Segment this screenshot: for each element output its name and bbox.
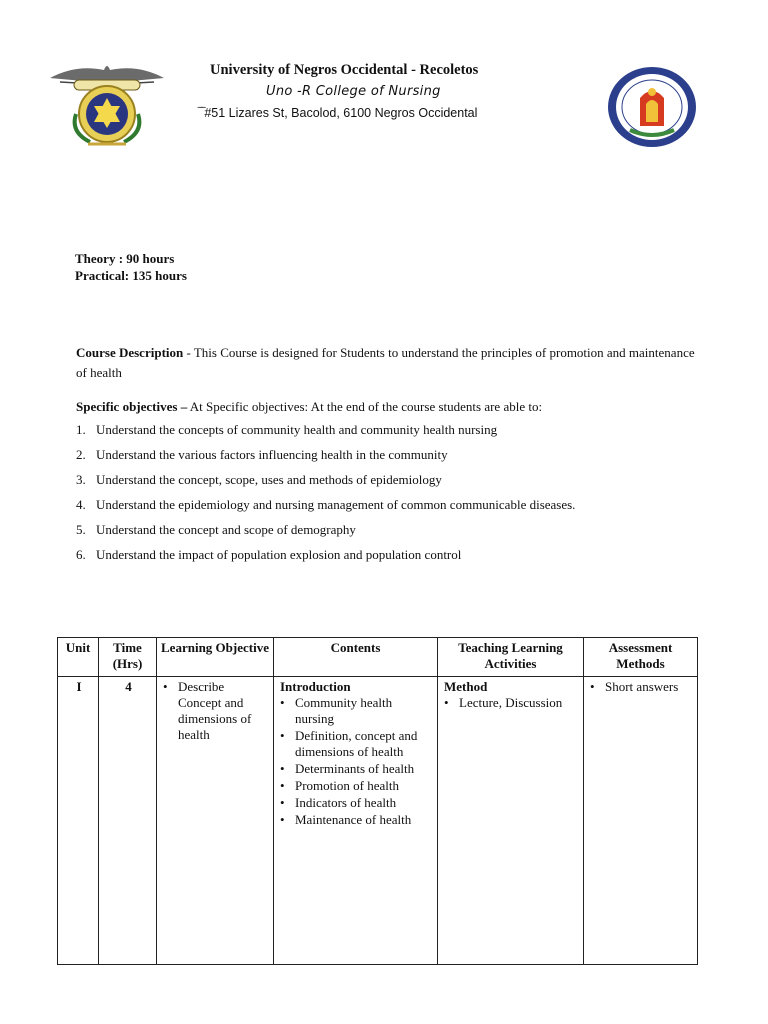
objective-number: 5.: [76, 522, 86, 537]
objective-text: Understand the impact of population explosion and population control: [96, 547, 462, 562]
university-seal-icon: [46, 56, 168, 151]
table-row: [58, 677, 698, 965]
college-name: Uno -R College of Nursing: [266, 84, 441, 99]
objective-bullets: [163, 679, 269, 743]
objective-item: [76, 422, 497, 438]
objectives-label: Specific objectives –: [76, 399, 188, 414]
objectives-intro-text: At Specific objectives: At the end of the course students are able to:: [187, 399, 543, 414]
objective-item: [76, 522, 356, 538]
objective-item: [76, 472, 442, 488]
objective-number: 1.: [76, 422, 86, 437]
address-text: #51 Lizares St, Bacolod, 6100 Negros Occidental: [204, 106, 478, 120]
list-item: • Determinants of health: [280, 761, 433, 777]
objective-number: 4.: [76, 497, 86, 512]
header-unit: Unit: [58, 638, 99, 677]
objective-number: 6.: [76, 547, 86, 562]
objective-item: [76, 447, 448, 463]
objective-text: Understand the concept and scope of demography: [96, 522, 356, 537]
course-description-label: Course Description: [76, 345, 184, 360]
objective-number: 2.: [76, 447, 86, 462]
objective-text: Understand the concept, scope, uses and methods of epidemiology: [96, 472, 442, 487]
header-contents: Contents: [274, 638, 438, 677]
cell-unit: I: [58, 677, 99, 965]
header-teaching-activities: Teaching Learning Activities: [438, 638, 584, 677]
list-item: • Short answers: [590, 679, 693, 695]
cell-time: 4: [99, 677, 157, 965]
course-description: [76, 343, 702, 383]
list-item: • Indicators of health: [280, 795, 433, 811]
nursing-seal-icon: [600, 64, 704, 150]
contents-bullets: [280, 695, 433, 828]
assessment-bullets: [590, 679, 693, 695]
method-heading: Method: [444, 679, 488, 694]
cell-learning-objective: [157, 677, 274, 965]
list-item: • Definition, concept and dimensions of health: [280, 728, 433, 760]
objective-item: [76, 497, 575, 513]
header-time: Time (Hrs): [99, 638, 157, 677]
objectives-intro: [76, 397, 702, 417]
objective-number: 3.: [76, 472, 86, 487]
header-assessment-methods: Assessment Methods: [584, 638, 698, 677]
list-item: • Describe Concept and dimensions of health: [163, 679, 269, 743]
list-item: • Community health nursing: [280, 695, 433, 727]
practical-hours: Practical: 135 hours: [75, 268, 187, 283]
address: [198, 106, 477, 120]
theory-hours: Theory : 90 hours: [75, 251, 175, 266]
objective-text: Understand the concepts of community health and community health nursing: [96, 422, 498, 437]
objective-item: [76, 547, 461, 563]
university-name: University of Negros Occidental - Recoletos: [210, 62, 479, 78]
list-item: • Lecture, Discussion: [444, 695, 579, 711]
method-bullets: [444, 695, 579, 711]
specific-objectives: [76, 397, 702, 562]
course-table: [57, 637, 698, 965]
address-rule: ‾‾: [198, 106, 205, 120]
cell-assessment: [584, 677, 698, 965]
contents-heading: Introduction: [280, 679, 351, 694]
list-item: • Maintenance of health: [280, 812, 433, 828]
objective-text: Understand the various factors influencing health in the community: [96, 447, 448, 462]
table-header-row: [58, 638, 698, 677]
list-item: • Promotion of health: [280, 778, 433, 794]
cell-contents: [274, 677, 438, 965]
header-learning-objective: Learning Objective: [157, 638, 274, 677]
objective-text: Understand the epidemiology and nursing management of common communicable diseases.: [96, 497, 576, 512]
cell-teaching-activities: [438, 677, 584, 965]
course-description-text: - This Course is designed for Students to understand the principles of promotion and maintenance of health: [76, 345, 695, 380]
